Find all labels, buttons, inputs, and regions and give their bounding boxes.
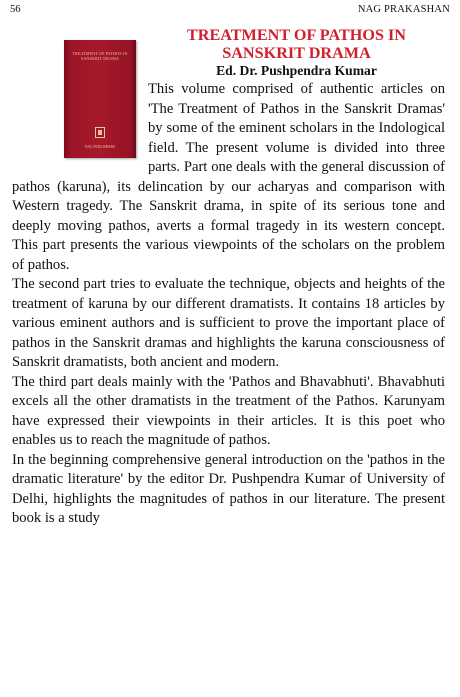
description-paragraph-4: In the beginning comprehensive general introduction on the 'pathos in the dramatic literature' by the editor Dr. Pushpendra Kumar of University of Delhi, highlights the magnitudes of pathos in our literature. The present book is a study	[12, 451, 445, 526]
description-paragraph-2: The second part tries to evaluate the technique, objects and heights of the treatment of karuna by our different dramatists. It contains 18 articles by various eminent authors and is sufficient to prove the important place of pathos in the Sanskrit dramas and highlights the karuna consciousness of Sanskrit dramatists, both ancient and modern.	[12, 276, 445, 370]
book-editor: Ed. Dr. Pushpendra Kumar	[216, 63, 377, 78]
publisher-name: NAG PRAKASHAN	[357, 4, 450, 15]
catalog-entry	[12, 26, 445, 529]
publisher-emblem-icon	[95, 127, 105, 138]
cover-title: TREATMENT OF PATHOS IN SANSKRIT DRAMA	[72, 51, 128, 61]
cover-publisher: NAG PUBLISHERS	[84, 145, 116, 149]
book-title-line-2: SANSKRIT DRAMA	[222, 44, 371, 62]
book-title-line-1: TREATMENT OF PATHOS IN	[186, 26, 406, 44]
description-paragraph-1: This volume comprised of authentic articles on 'The Treatment of Pathos in the Sanskrit Dramas' by some of the eminent scholars in the Indological field. The present volume is divided into three parts. Part one deals with the general discussion of pathos (karuna), its delincation by our acharyas and comparison with Western tragedy. The Sanskrit drama, in spite of its serious tone and deeply moving pathos, averts a formal tragedy in its western concept. This part presents the various viewpoints of the scholars on the problem of pathos.	[12, 81, 445, 273]
page-number: 56	[10, 4, 21, 15]
book-cover-image	[64, 40, 136, 158]
description-paragraph-3: The third part deals mainly with the 'Pathos and Bhavabhuti'. Bhavabhuti excels all the other dramatists in the treatment of the Pathos. Karunyam have expressed their viewpoints in their articles. It is this poet who enables us to reach the magnitude of pathos.	[12, 373, 445, 448]
running-header	[10, 3, 450, 17]
